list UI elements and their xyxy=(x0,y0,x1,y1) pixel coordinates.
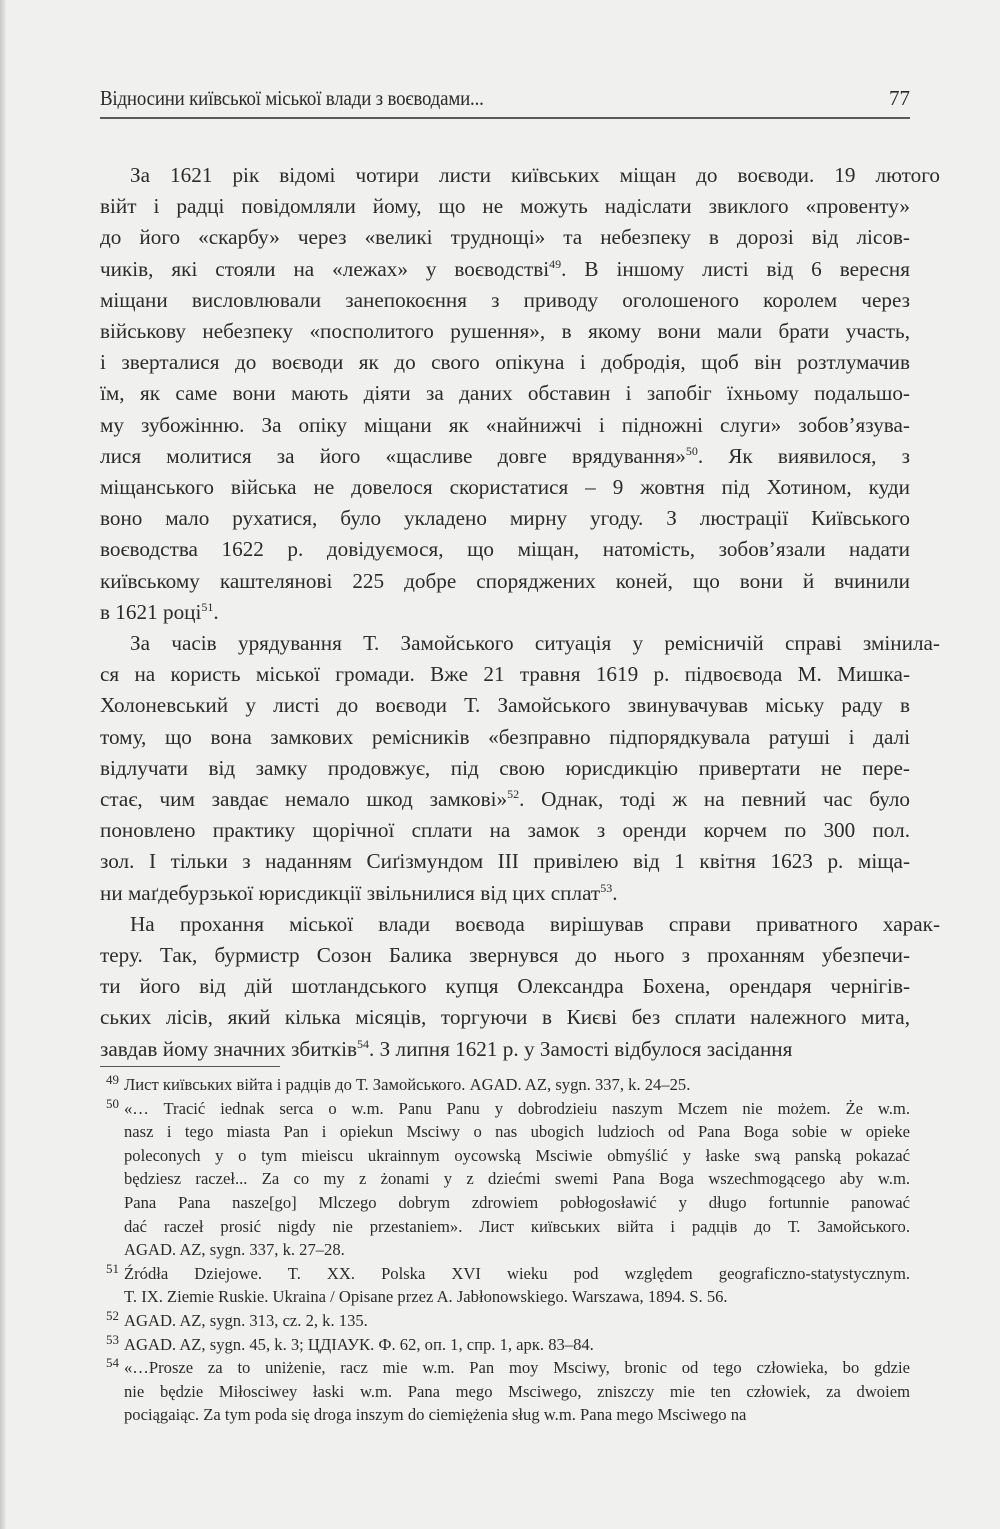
text-line: му зубожінню. За опіку міщани як «найнижчі і підножні слуги» зобов’язува- xyxy=(100,412,910,437)
footnote-line: Źródła Dziejowe. T. XX. Polska XVI wieku pod względem geograficzno-statystycznym. xyxy=(124,1263,910,1283)
footnote-number: 52 xyxy=(106,1307,119,1323)
running-title: Відносини київської міської влади з воєводами... xyxy=(100,86,484,110)
text-line: військову небезпеку «посполитого рушення», в якому вони мали брати участь, xyxy=(100,319,910,344)
text-line: їм, як саме вони мають діяти за даних обставин і запобіг їхньому подальшо- xyxy=(100,381,910,406)
header-rule xyxy=(100,117,910,119)
text-line: лися молитися за його «щасливе довге врядування»$^{50}$. Як виявилося, з xyxy=(100,443,910,468)
footnote-line: nasz i tego miasta Pan i opiekun Msciwy o nas ubogich ludzioch od Pana Boga sobie w opieke xyxy=(124,1122,910,1142)
footnote-line: AGAD. AZ, sygn. 45, k. 3; ЦДІАУК. Ф. 62, оп. 1, спр. 1, арк. 83–84. xyxy=(124,1334,594,1354)
text-line: стає, чим завдає немало шкод замкові»$^{52}$. Однак, тоді ж на певний час було xyxy=(100,787,910,812)
text-line: ти його від дій шотландського купця Олександра Бохена, орендаря чернігів- xyxy=(100,974,910,999)
text-line: зол. І тільки з наданням Сиґізмундом III привілею від 1 квітня 1623 р. міща- xyxy=(100,849,910,874)
footnote-line: Лист київських війта і радців до Т. Замойського. AGAD. AZ, sygn. 337, k. 24–25. xyxy=(124,1075,691,1094)
footnote-number: 50 xyxy=(106,1095,119,1111)
footnote-line: nie będzie Miłosciwey łaski w.m. Pana mego Msciwego, zniszczy mie ten człowiek, za dwoiem xyxy=(124,1381,910,1401)
text-line: За часів урядування Т. Замойського ситуація у ремісничій справі змінила- xyxy=(130,631,940,656)
text-line: відлучати від замку продовжує, під свою юрисдикцію привертати не пере- xyxy=(100,755,910,780)
footnote-line: pociągaiąc. Za tym poda się droga inszym do ciemiężenia sług w.m. Pana mego Msciwego na xyxy=(124,1405,747,1425)
footnote-number: 53 xyxy=(106,1331,119,1347)
footnote xyxy=(100,1309,910,1333)
footnote-reference[interactable]: 54 xyxy=(356,1036,369,1051)
running-head xyxy=(100,86,910,116)
text-line: і зверталися до воєводи як до свого опікуна і добродія, щоб він розтлумачив xyxy=(100,350,910,375)
page-edge-shadow xyxy=(0,0,6,1529)
footnote-line: AGAD. AZ, sygn. 337, k. 27–28. xyxy=(124,1240,345,1260)
footnote-reference[interactable]: 49 xyxy=(549,256,562,271)
text-line: тому, що вона замкових ремісників «безправно підпорядкувала ратуші і далі xyxy=(100,724,910,749)
footnote-number: 51 xyxy=(106,1260,119,1276)
footnote-reference[interactable]: 50 xyxy=(685,443,698,458)
text-line: чиків, які стояли на «лежах» у воєводстві$^{49}$. В іншому листі від 6 вересня xyxy=(100,256,910,281)
text-line: завдав йому значних збитків$^{54}$. З липня 1621 р. у Замості відбулося засідання xyxy=(100,1036,793,1061)
text-line: до його «скарбу» через «великі труднощі» та небезпеку в дорозі від лісов- xyxy=(100,225,910,250)
footnotes xyxy=(100,1073,910,1427)
text-line: поновлено практику щорічної сплати на замок з оренди корчем по 300 пол. xyxy=(100,818,910,843)
footnote-line: AGAD. AZ, sygn. 313, cz. 2, k. 135. xyxy=(124,1310,368,1330)
text-line: війт і радці повідомляли йому, що не можуть надіслати звиклого «провенту» xyxy=(100,194,910,219)
footnote xyxy=(100,1262,910,1309)
text-line: ських лісів, який кілька місяців, торгуючи в Києві без сплати належного мита, xyxy=(100,1005,910,1030)
footnote xyxy=(100,1097,910,1262)
footnote xyxy=(100,1073,910,1097)
footnote-number: 49 xyxy=(106,1072,119,1087)
footnote-line: dać raczeł prosić nigdy nie przestaniem». Лист київських війта і радців до Т. Замойського. xyxy=(124,1216,910,1236)
footnote-line: «…Prosze za to uniżenie, racz mie w.m. Pan moy Msciwy, bronic od tego człowieka, bo gdzie xyxy=(124,1358,910,1378)
text-line: ни маґдебурзької юрисдикції звільнилися від цих сплат$^{53}$. xyxy=(100,880,618,905)
footnote-separator xyxy=(100,1066,280,1067)
paragraph xyxy=(100,909,940,1065)
footnote xyxy=(100,1333,910,1357)
footnote-number: 54 xyxy=(106,1355,119,1371)
text-line: міщани висловлювали занепокоєння з приводу оголошеного королем через xyxy=(100,287,910,312)
text-line: воно мало рухатися, було укладено мирну угоду. З люстрації Київського xyxy=(100,506,910,531)
paragraph xyxy=(100,160,940,628)
text-line: ся на користь міської громади. Вже 21 травня 1619 р. підвоєвода М. Мишка- xyxy=(100,662,910,687)
paragraph xyxy=(100,628,940,909)
body-text xyxy=(100,160,940,1065)
footnote-line: będziesz raczeł... Za co my z żonami y z dziećmi swemi Pana Boga wszechmogącego aby w.m. xyxy=(124,1169,910,1189)
text-line: На прохання міської влади воєвода вирішував справи приватного харак- xyxy=(130,911,940,936)
text-line: воєводства 1622 р. довідуємося, що міщан, натомість, зобов’язали надати xyxy=(100,537,910,562)
page-number: 77 xyxy=(889,86,910,110)
footnote-reference[interactable]: 52 xyxy=(507,787,520,802)
footnote-line: «… Tracić iednak serca o w.m. Panu Panu y dobrodzieiu naszym Mczem nie możem. Że w.m. xyxy=(124,1098,910,1118)
footnote xyxy=(100,1356,910,1427)
text-line: За 1621 рік відомі чотири листи київських міщан до воєводи. 19 лютого xyxy=(130,163,940,187)
text-line: Холоневський у листі до воєводи Т. Замойського звинувачував міську раду в xyxy=(100,693,910,718)
footnote-reference[interactable]: 53 xyxy=(600,880,613,895)
text-line: в 1621 році$^{51}$. xyxy=(100,599,219,624)
footnote-line: T. IX. Ziemie Ruskie. Ukraina / Opisane przez A. Jabłonowskiego. Warszawa, 1894. S. 56. xyxy=(124,1287,728,1307)
footnote-reference[interactable]: 51 xyxy=(201,599,214,614)
footnote-line: poleconych y o tym mieiscu ukrainnym oycowską Msciwie obmyślić y łaske swą panską pokazać xyxy=(124,1145,910,1165)
text-line: теру. Так, бурмистр Созон Балика звернувся до нього з проханням убезпечи- xyxy=(100,943,910,968)
text-line: київському каштелянові 225 добре споряджених коней, що вони й вчинили xyxy=(100,568,910,593)
footnote-line: Pana Pana nasze[go] Mlczego dobrym zdrowiem pobłogosławić y długo fortunnie panować xyxy=(124,1192,910,1212)
text-line: міщанського війська не довелося скористатися – 9 жовтня під Хотином, куди xyxy=(100,475,910,500)
